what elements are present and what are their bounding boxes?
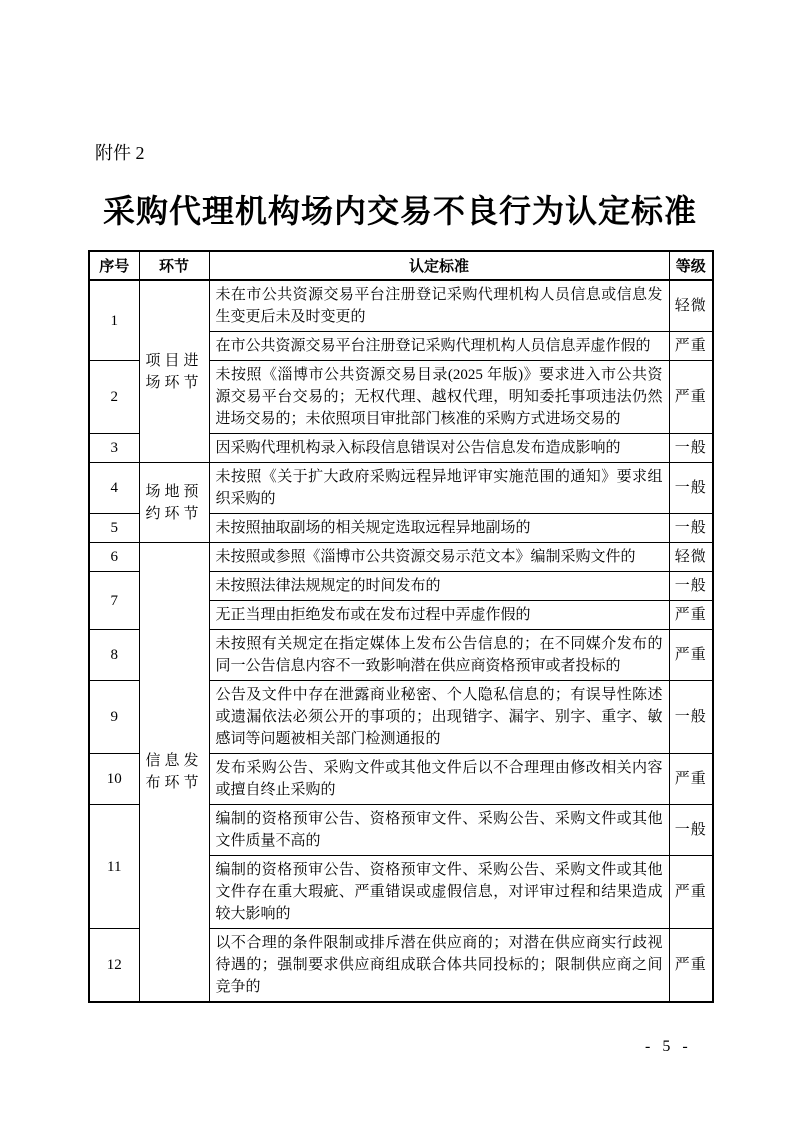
page-number: - 5 - xyxy=(645,1038,692,1055)
row-number-cell: 4 xyxy=(89,463,139,514)
row-number-cell: 3 xyxy=(89,434,139,463)
stage-cell: 信息发布环节 xyxy=(139,543,209,1003)
row-number-cell: 6 xyxy=(89,543,139,572)
stage-cell: 项目进场环节 xyxy=(139,280,209,463)
level-cell: 一般 xyxy=(669,681,713,754)
criteria-cell: 未按照《关于扩大政府采购远程异地评审实施范围的通知》要求组织采购的 xyxy=(209,463,669,514)
criteria-cell: 发布采购公告、采购文件或其他文件后以不合理理由修改相关内容或擅自终止采购的 xyxy=(209,754,669,805)
level-cell: 严重 xyxy=(669,332,713,361)
level-cell: 轻微 xyxy=(669,280,713,332)
row-number-cell: 9 xyxy=(89,681,139,754)
row-number-cell: 7 xyxy=(89,572,139,630)
criteria-cell: 无正当理由拒绝发布或在发布过程中弄虚作假的 xyxy=(209,601,669,630)
header-seq: 序号 xyxy=(89,251,139,280)
criteria-cell: 未按照抽取副场的相关规定选取远程异地副场的 xyxy=(209,514,669,543)
header-stage: 环节 xyxy=(139,251,209,280)
header-criteria: 认定标准 xyxy=(209,251,669,280)
criteria-cell: 未按照法律法规规定的时间发布的 xyxy=(209,572,669,601)
table-row xyxy=(89,543,713,572)
level-cell: 严重 xyxy=(669,630,713,681)
standards-table xyxy=(88,250,714,1003)
row-number-cell: 5 xyxy=(89,514,139,543)
level-cell: 严重 xyxy=(669,856,713,929)
row-number-cell: 2 xyxy=(89,361,139,434)
criteria-cell: 未按照有关规定在指定媒体上发布公告信息的；在不同媒介发布的同一公告信息内容不一致影响潜在供应商资格预审或者投标的 xyxy=(209,630,669,681)
level-cell: 严重 xyxy=(669,601,713,630)
criteria-cell: 因采购代理机构录入标段信息错误对公告信息发布造成影响的 xyxy=(209,434,669,463)
criteria-cell: 未按照或参照《淄博市公共资源交易示范文本》编制采购文件的 xyxy=(209,543,669,572)
criteria-cell: 未在市公共资源交易平台注册登记采购代理机构人员信息或信息发生变更后未及时变更的 xyxy=(209,280,669,332)
criteria-cell: 在市公共资源交易平台注册登记采购代理机构人员信息弄虚作假的 xyxy=(209,332,669,361)
criteria-cell: 未按照《淄博市公共资源交易目录(2025 年版)》要求进入市公共资源交易平台交易的；无权代理、越权代理，明知委托事项违法仍然进场交易的；未依照项目审批部门核准的采购方式进场交易的 xyxy=(209,361,669,434)
level-cell: 一般 xyxy=(669,572,713,601)
level-cell: 一般 xyxy=(669,434,713,463)
criteria-cell: 以不合理的条件限制或排斥潜在供应商的；对潜在供应商实行歧视待遇的；强制要求供应商组成联合体共同投标的；限制供应商之间竞争的 xyxy=(209,929,669,1003)
row-number-cell: 10 xyxy=(89,754,139,805)
criteria-cell: 公告及文件中存在泄露商业秘密、个人隐私信息的；有误导性陈述或遗漏依法必须公开的事项的；出现错字、漏字、别字、重字、敏感词等问题被相关部门检测通报的 xyxy=(209,681,669,754)
attachment-label: 附件 2 xyxy=(95,143,145,163)
row-number-cell: 8 xyxy=(89,630,139,681)
table-header-row xyxy=(89,251,713,280)
table-row xyxy=(89,463,713,514)
level-cell: 严重 xyxy=(669,929,713,1003)
row-number-cell: 12 xyxy=(89,929,139,1003)
header-level: 等级 xyxy=(669,251,713,280)
table-row xyxy=(89,280,713,332)
level-cell: 严重 xyxy=(669,361,713,434)
level-cell: 一般 xyxy=(669,514,713,543)
row-number-cell: 11 xyxy=(89,805,139,929)
stage-cell: 场地预约环节 xyxy=(139,463,209,543)
level-cell: 一般 xyxy=(669,805,713,856)
level-cell: 一般 xyxy=(669,463,713,514)
criteria-cell: 编制的资格预审公告、资格预审文件、采购公告、采购文件或其他文件质量不高的 xyxy=(209,805,669,856)
criteria-cell: 编制的资格预审公告、资格预审文件、采购公告、采购文件或其他文件存在重大瑕疵、严重错误或虚假信息，对评审过程和结果造成较大影响的 xyxy=(209,856,669,929)
level-cell: 轻微 xyxy=(669,543,713,572)
page-title: 采购代理机构场内交易不良行为认定标准 xyxy=(102,193,697,229)
level-cell: 严重 xyxy=(669,754,713,805)
row-number-cell: 1 xyxy=(89,280,139,361)
